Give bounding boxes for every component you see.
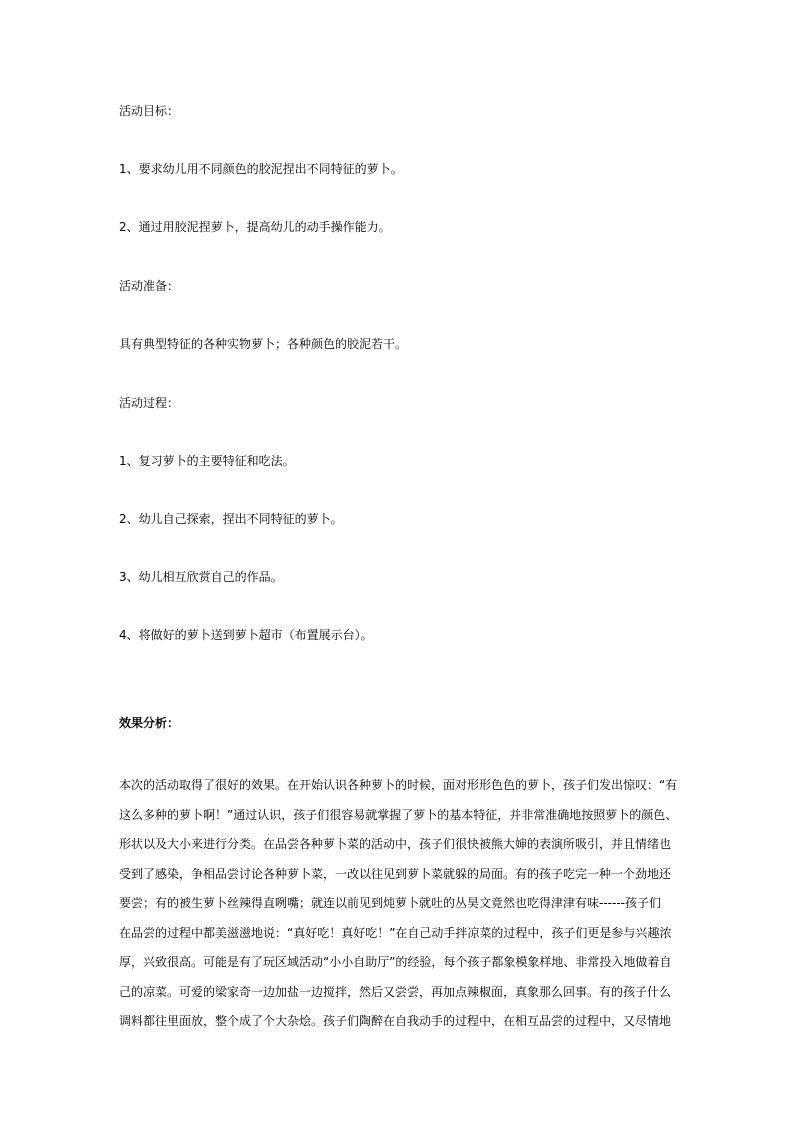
process-item-1: 1、复习萝卜的主要特征和吃法。: [119, 454, 295, 468]
process-item-4: 4、将做好的萝卜送到萝卜超市（布置展示台）。: [119, 628, 373, 642]
process-item-2: 2、幼儿自己探索，捏出不同特征的萝卜。: [119, 512, 343, 526]
goal-item-2: 2、通过用胶泥捏萝卜，提高幼儿的动手操作能力。: [119, 220, 391, 234]
analysis-line: 调料都往里面放，整个成了个大杂烩。孩子们陶醉在自我动手的过程中，在相互品尝的过程中，又尽情地: [119, 1014, 672, 1028]
process-item-3: 3、幼儿相互欣赏自己的作品。: [119, 570, 283, 584]
process-heading: 活动过程：: [119, 396, 180, 410]
analysis-line: 己的凉菜。可爱的梁家奇一边加盐一边搅拌，然后又尝尝，再加点辣椒面，真象那么回事。有的孩子什么: [119, 984, 672, 999]
analysis-line: 在品尝的过程中都美滋滋地说：“真好吃！真好吃！”在自己动手拌凉菜的过程中，孩子们更是参与兴趣浓: [119, 925, 672, 940]
analysis-line: 要尝；有的被生萝卜丝辣得直咧嘴；就连以前见到炖萝卜就吐的丛昊文竟然也吃得津津有味------孩子们: [119, 896, 661, 910]
analysis-heading: 效果分析：: [119, 716, 180, 730]
analysis-line: 厚，兴致很高。可能是有了玩区域活动“小小自助厅”的经验，每个孩子都象模象样地、非常投入地做着自: [119, 955, 672, 969]
analysis-paragraph: [119, 771, 678, 1037]
analysis-line: 形状以及大小来进行分类。在品尝各种萝卜菜的活动中，孩子们很快被熊大婶的表演所吸引，并且情绪也: [119, 837, 672, 851]
analysis-line: 受到了感染，争相品尝讨论各种萝卜菜，一改以往见到萝卜菜就躲的局面。有的孩子吃完一种一个劲地还: [119, 866, 672, 881]
analysis-line: 本次的活动取得了很好的效果。在开始认识各种萝卜的时候，面对形形色色的萝卜，孩子们发出惊叹：“有: [119, 778, 678, 792]
prep-heading: 活动准备：: [119, 279, 180, 293]
goal-item-1: 1、要求幼儿用不同颜色的胶泥捏出不同特征的萝卜。: [119, 162, 403, 176]
prep-text: 具有典型特征的各种实物萝卜；各种颜色的胶泥若干。: [119, 337, 408, 351]
goal-heading: 活动目标：: [119, 104, 180, 118]
analysis-line: 这么多种的萝卜啊！”通过认识，孩子们很容易就掌握了萝卜的基本特征，并非常准确地按照萝卜的颜色、: [119, 807, 678, 822]
